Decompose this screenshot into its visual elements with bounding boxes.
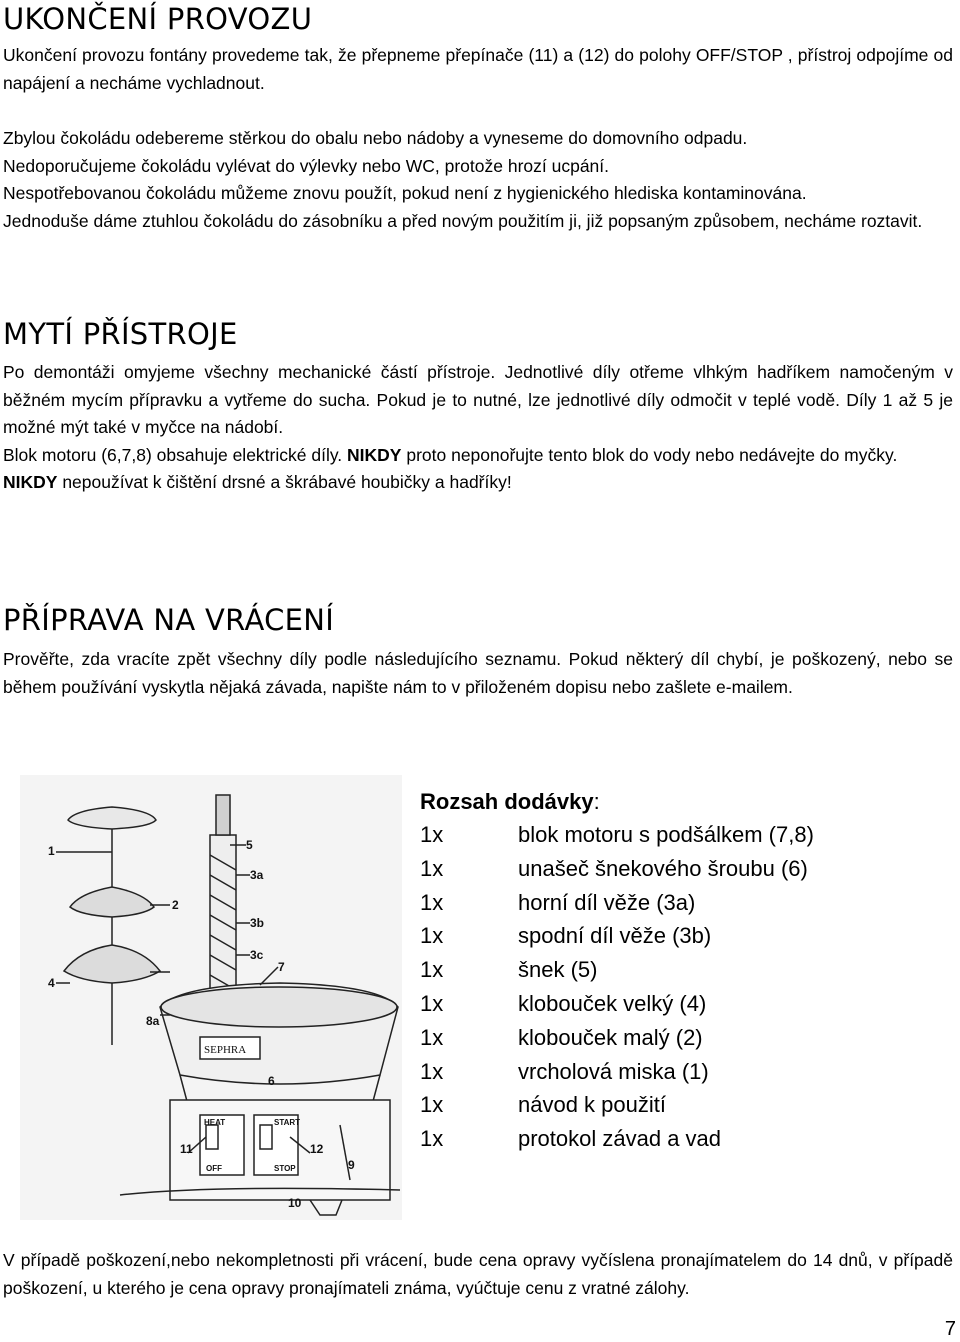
ukonceni-line-2: Zbylou čokoládu odebereme stěrkou do obalu nebo nádoby a vyneseme do domovního odpadu. — [3, 128, 748, 148]
list-item — [420, 987, 814, 1021]
myti-line-2-post: proto neponořujte tento blok do vody nebo nedávejte do myčky. — [401, 444, 898, 465]
priprava-paragraph: Prověřte, zda vracíte zpět všechny díly podle následujícího seznamu. Pokud některý díl chybí, je poškozený, nebo se během používání vyskytla nějaká závada, napište nám to v přiloženém dopisu nebo zašlete e-mailem. — [3, 649, 953, 697]
section-title-priprava: PŘÍPRAVA NA VRÁCENÍ — [3, 603, 335, 637]
item-name: klobouček malý (2) — [518, 1024, 703, 1050]
delivery-title-text: Rozsah dodávky — [420, 789, 594, 814]
myti-line-2 — [3, 442, 953, 470]
fig-brand: SEPHRA — [204, 1044, 247, 1056]
item-qty: 1x — [420, 923, 444, 949]
item-name: vrcholová miska (1) — [518, 1058, 709, 1084]
fig-label-3b: 3b — [250, 916, 265, 930]
myti-nikdy-2: NIKDY — [3, 472, 58, 492]
fig-label-9: 9 — [348, 1158, 355, 1172]
list-item — [420, 953, 814, 987]
myti-line-3-post: nepoužívat k čištění drsné a škrábavé houbičky a hadříky! — [57, 472, 512, 492]
list-item — [420, 1021, 814, 1055]
myti-paragraph — [3, 359, 953, 497]
item-name: návod k použití — [518, 1092, 666, 1118]
fig-label-7: 7 — [278, 960, 285, 974]
fig-label-3c: 3c — [250, 948, 264, 962]
fig-stop: STOP — [274, 1164, 296, 1173]
item-qty: 1x — [420, 822, 444, 847]
exploded-diagram-drawing — [20, 775, 402, 1220]
fig-label-2: 2 — [172, 898, 179, 912]
fig-label-11: 11 — [180, 1142, 193, 1156]
list-item — [420, 852, 814, 886]
item-name: horní díl věže (3a) — [518, 889, 696, 915]
page-number: 7 — [944, 1318, 956, 1340]
fig-label-3a: 3a — [250, 868, 264, 882]
myti-nikdy-1: NIKDY — [347, 444, 402, 465]
list-item — [420, 919, 814, 953]
ukonceni-line-5: Jednoduše dáme ztuhlou čokoládu do zásobníku a před novým použitím ji, již popsaným způsobem, necháme roztavit. — [3, 210, 923, 231]
delivery-list — [420, 786, 814, 1156]
section-title-ukonceni: UKONČENÍ PROVOZU — [3, 2, 313, 36]
exploded-diagram — [20, 775, 402, 1220]
list-item — [420, 818, 814, 852]
delivery-title — [420, 786, 814, 818]
item-name: klobouček velký (4) — [518, 990, 707, 1016]
delivery-title-colon: : — [593, 789, 600, 814]
fig-heat: HEAT — [204, 1118, 226, 1127]
item-qty: 1x — [420, 957, 444, 983]
list-item — [420, 1055, 814, 1089]
fig-start: START — [274, 1118, 301, 1127]
section-title-myti: MYTÍ PŘÍSTROJE — [3, 317, 238, 351]
item-qty: 1x — [420, 990, 444, 1016]
ukonceni-line-4: Nespotřebovanou čokoládu můžeme znovu použít, pokud není z hygienického hlediska kontaminována. — [3, 183, 807, 203]
item-name: unašeč šnekového šroubu (6) — [518, 855, 808, 881]
item-name: spodní díl věže (3b) — [518, 923, 712, 949]
item-qty: 1x — [420, 855, 444, 881]
list-item — [420, 1122, 814, 1156]
item-qty: 1x — [420, 1092, 444, 1118]
ukonceni-line-3: Nedoporučujeme čokoládu vylévat do výlevky nebo WC, protože hrozí ucpání. — [3, 155, 610, 176]
list-item — [420, 1088, 814, 1122]
myti-line-1: Po demontáži omyjeme všechny mechanické částí přístroje. Jednotlivé díly otřeme vlhkým hadříkem namočeným v běžném mycím přípravku a vytřeme do sucha. Pokud je to nutné, lze jednotlivé díly odmočit v teplé vodě. Díly 1 až 5 je možné mýt také v myčce na nádobí. — [3, 362, 953, 437]
fig-label-4: 4 — [48, 976, 55, 990]
fig-label-6: 6 — [268, 1074, 275, 1088]
fig-label-1: 1 — [48, 844, 55, 858]
fig-label-8a: 8a — [146, 1014, 160, 1028]
item-qty: 1x — [420, 1126, 444, 1152]
fig-off: OFF — [206, 1164, 222, 1173]
ukonceni-paragraph-2 — [3, 125, 953, 235]
footer-paragraph: V případě poškození,nebo nekompletnosti při vrácení, bude cena opravy vyčíslena pronajímatelem do 14 dnů, v případě poškození, u kterého je cena opravy pronajímateli známa, vyúčtuje cenu z vratné zálohy. — [3, 1250, 953, 1298]
item-qty: 1x — [420, 1024, 444, 1050]
fig-label-5: 5 — [246, 838, 253, 852]
list-item — [420, 886, 814, 920]
item-name: protokol závad a vad — [518, 1126, 722, 1152]
item-qty: 1x — [420, 889, 444, 915]
myti-line-2-pre: Blok motoru (6,7,8) obsahuje elektrické díly. — [3, 444, 348, 465]
ukonceni-paragraph-1: Ukončení provozu fontány provedeme tak, že přepneme přepínače (11) a (12) do polohy OFF/STOP , přístroj odpojíme od napájení a necháme vychladnout. — [3, 45, 953, 93]
fig-label-10: 10 — [288, 1196, 302, 1210]
fig-label-12: 12 — [310, 1142, 324, 1156]
item-name: blok motoru s podšálkem (7,8) — [518, 822, 814, 847]
item-qty: 1x — [420, 1058, 444, 1084]
item-name: šnek (5) — [518, 957, 598, 983]
myti-line-3 — [3, 469, 953, 497]
